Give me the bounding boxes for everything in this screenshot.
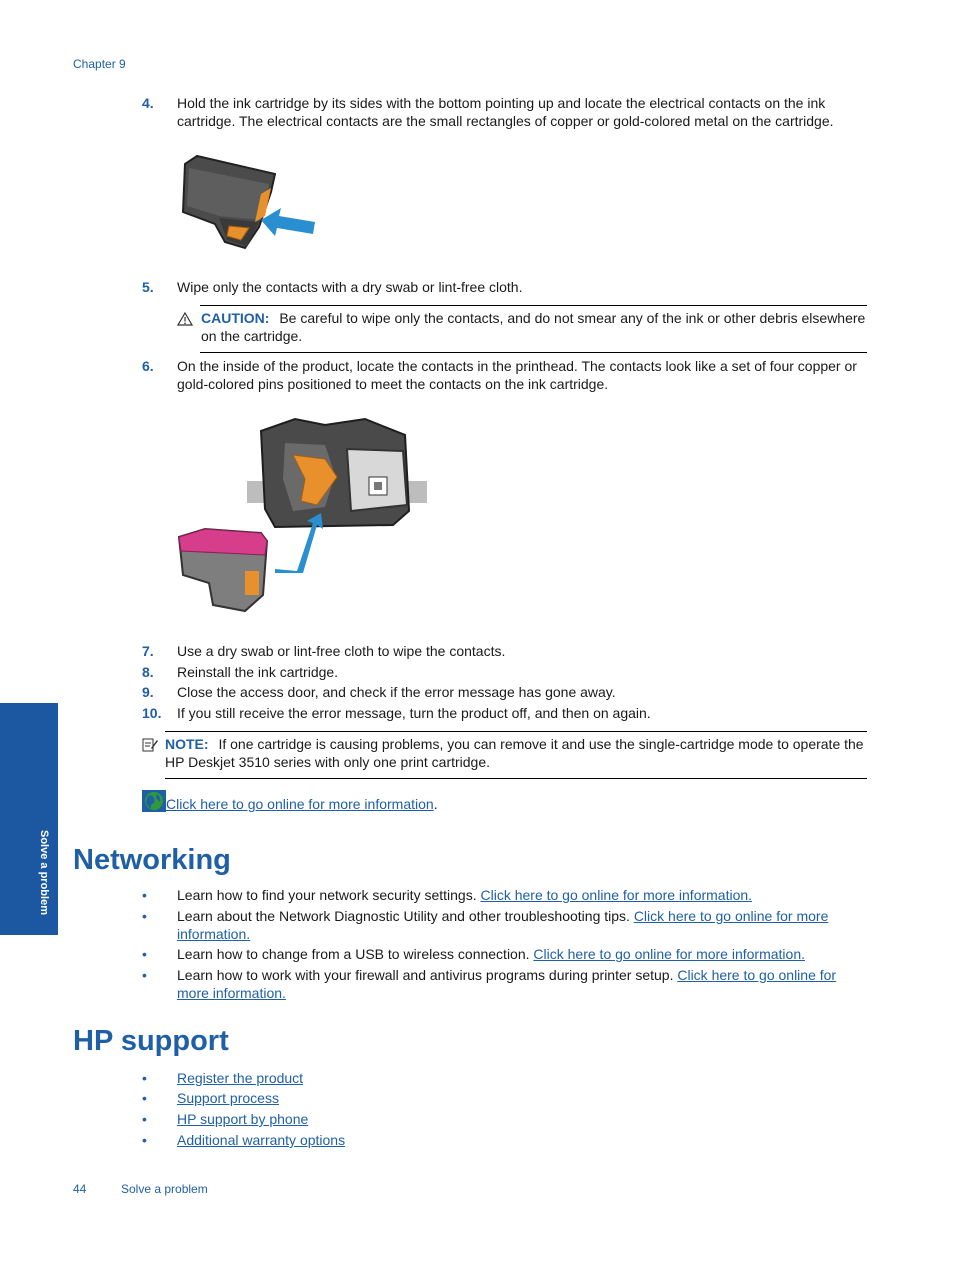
list-item bbox=[142, 1132, 867, 1150]
step-number: 8. bbox=[142, 664, 154, 680]
globe-icon[interactable] bbox=[142, 790, 166, 812]
list-item bbox=[142, 887, 867, 905]
printhead-contacts-illustration bbox=[175, 415, 430, 615]
step-number: 10. bbox=[142, 705, 162, 721]
bullet-marker: • bbox=[142, 1090, 147, 1106]
networking-item-text: Learn how to change from a USB to wireless connection. bbox=[177, 946, 534, 962]
note-pencil-icon bbox=[142, 737, 158, 753]
step-text: Hold the ink cartridge by its sides with the bottom pointing up and locate the electrical contacts on the ink cartridge. The electrical contacts are the small rectangles of copper or gold-colored metal on the cartridge. bbox=[177, 95, 834, 129]
support-link-phone[interactable]: HP support by phone bbox=[177, 1111, 309, 1127]
note-label: NOTE: bbox=[165, 736, 209, 752]
online-info-link[interactable]: Click here to go online for more information bbox=[166, 796, 434, 812]
support-link-process[interactable]: Support process bbox=[177, 1090, 279, 1106]
networking-heading: Networking bbox=[73, 844, 231, 876]
step-item bbox=[142, 95, 867, 130]
step-item bbox=[142, 664, 867, 682]
bullet-marker: • bbox=[142, 908, 147, 924]
caution-text: Be careful to wipe only the contacts, and do not smear any of the ink or other debris elsewhere on the cartridge. bbox=[201, 310, 866, 344]
note-text: If one cartridge is causing problems, you can remove it and use the single-cartridge mode to operate the HP Deskjet 3510 series with only one print cartridge. bbox=[165, 736, 864, 770]
caution-callout bbox=[201, 310, 867, 345]
list-item bbox=[142, 1090, 867, 1108]
warning-icon bbox=[177, 312, 193, 326]
networking-item-link[interactable]: Click here to go online for more information. bbox=[480, 887, 753, 903]
footer-section: Solve a problem bbox=[121, 1182, 208, 1196]
networking-item-text: Learn how to work with your firewall and antivirus programs during printer setup. bbox=[177, 967, 678, 983]
networking-item-link[interactable]: Click here to go online for more information. bbox=[177, 967, 837, 1001]
networking-item-text: Learn how to find your network security settings. bbox=[177, 887, 481, 903]
list-item bbox=[142, 908, 867, 943]
step-number: 5. bbox=[142, 279, 154, 295]
step-text: If you still receive the error message, turn the product off, and then on again. bbox=[177, 705, 651, 721]
step-item bbox=[142, 684, 867, 702]
online-info-line bbox=[166, 796, 438, 814]
page-number: 44 bbox=[73, 1182, 87, 1196]
bullet-marker: • bbox=[142, 967, 147, 983]
support-link-warranty[interactable]: Additional warranty options bbox=[177, 1132, 346, 1148]
networking-item-link[interactable]: Click here to go online for more information. bbox=[177, 908, 829, 942]
step-text: Wipe only the contacts with a dry swab or lint-free cloth. bbox=[177, 279, 523, 295]
list-item bbox=[142, 1111, 867, 1129]
step-item bbox=[142, 358, 867, 393]
note-top-rule bbox=[165, 731, 867, 732]
caution-bottom-rule bbox=[200, 352, 867, 353]
step-item bbox=[142, 643, 867, 661]
networking-item-link[interactable]: Click here to go online for more information. bbox=[533, 946, 805, 962]
list-item bbox=[142, 967, 867, 1002]
step-number: 9. bbox=[142, 684, 154, 700]
bullet-marker: • bbox=[142, 1132, 147, 1148]
bullet-marker: • bbox=[142, 1111, 147, 1127]
step-number: 6. bbox=[142, 358, 154, 374]
bullet-marker: • bbox=[142, 887, 147, 903]
caution-label: CAUTION: bbox=[201, 310, 270, 326]
step-item bbox=[142, 705, 867, 723]
side-tab-label: Solve a problem bbox=[38, 830, 50, 915]
networking-item-text: Learn about the Network Diagnostic Utility and other troubleshooting tips. bbox=[177, 908, 634, 924]
support-link-register[interactable]: Register the product bbox=[177, 1070, 304, 1086]
online-info-suffix: . bbox=[433, 796, 438, 812]
chapter-label: Chapter 9 bbox=[73, 57, 126, 71]
step-text: Reinstall the ink cartridge. bbox=[177, 664, 339, 680]
cartridge-contacts-illustration bbox=[175, 152, 320, 252]
step-text: Use a dry swab or lint-free cloth to wipe the contacts. bbox=[177, 643, 506, 659]
caution-top-rule bbox=[200, 305, 867, 306]
bullet-marker: • bbox=[142, 1070, 147, 1086]
step-number: 4. bbox=[142, 95, 154, 111]
note-callout bbox=[165, 736, 867, 771]
hp-support-heading: HP support bbox=[73, 1025, 229, 1057]
step-text: On the inside of the product, locate the contacts in the printhead. The contacts look like a set of four copper or gold-colored pins positioned to meet the contacts on the ink cartridge. bbox=[177, 358, 857, 392]
note-bottom-rule bbox=[165, 778, 867, 779]
step-text: Close the access door, and check if the error message has gone away. bbox=[177, 684, 616, 700]
list-item bbox=[142, 1070, 867, 1088]
step-number: 7. bbox=[142, 643, 154, 659]
step-item bbox=[142, 279, 867, 297]
bullet-marker: • bbox=[142, 946, 147, 962]
list-item bbox=[142, 946, 867, 964]
